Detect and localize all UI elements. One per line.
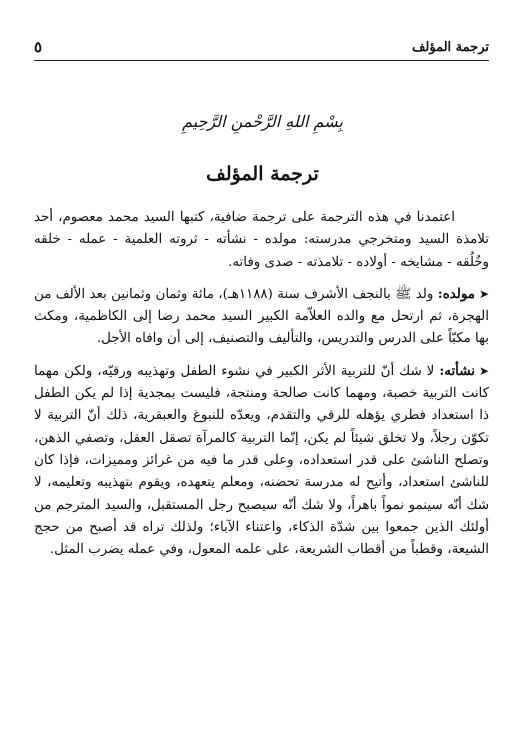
page-number: ٥	[34, 38, 43, 56]
intro-paragraph: اعتمدنا في هذه الترجمة على ترجمة ضافية، كتبها السيد محمد معصوم، أحد تلامذة السيد ومتخرجي مدرسته: مولده - نشأته - ثروته العلمية - عمله - خلقه وخُلُقه - مشايخه - أولاده - تلامذته - صدى وفاته.	[34, 210, 489, 270]
running-header	[34, 34, 489, 61]
section-birth	[34, 283, 489, 351]
section-text: لا شك أنّ للتربية الأثر الكبير في نشوء الطفل وتهذيبه ورقيّه، ولكن مهما كانت التربية خصبة، ومهما كانت صالحة ومنتجة، فليست بمجدية إذا لم يكن الطفل ذا استعداد فطري يؤهله للرقي والتقدم، ويعدّه للنبوغ والعبقرية، ذلك أنّ التربية لا تكوّن رجلاً، ولا تخلق شيئاً لم يكن، إنّما التربية كالمرآة تصقل العقل، وتصفي الذهن، وتصلح الناشئ على قدر استعداده، وعلى قدر ما فيه من غرائز ومميزات، فإذا كان للناشئ استعداد، وأتيح له مدرسة تحضنه، ومعلم يتعهده، ويقوم بتهذيبه وتعليمه، لا شك أنّه سينمو نمواً باهراً، ولا شك أنّه سيصبح رجل المستقبل، والسيد المترجم من أولئك الذين جمعوا بين شدّة الذكاء، واعتناء الآباء؛ ولذلك تراه قد أصبح من حجج الشيعة، وقطباً من أقطاب الشريعة، على علمه المعول، وفي عمله يضرب المثل.	[34, 363, 489, 558]
arrow-bullet-icon: ➤	[478, 286, 489, 301]
section-upbringing	[34, 360, 489, 562]
running-title: ترجمة المؤلف	[411, 39, 489, 55]
arrow-bullet-icon: ➤	[478, 363, 489, 378]
section-lead: نشأته:	[439, 362, 475, 379]
chapter-title: ترجمة المؤلف	[206, 163, 319, 185]
section-lead: مولده:	[437, 285, 475, 302]
section-text: ولد ﷺ بالنجف الأشرف سنة (١١٨٨هـ)، مائة وثمان وثمانين بعد الألف من الهجرة، ثم ارتحل مع والده العلاّمة الكبير السيد محمد رضا إلى الكاظمية، ومكث بها مكبّاً على الدرس والتدريس، والتأليف والتصنيف، إلى أن وافاه الأجل.	[34, 286, 489, 347]
body-text	[34, 207, 489, 570]
basmala: بِسْمِ اللهِ الرَّحْمنِ الرَّحِيمِ	[182, 112, 343, 131]
